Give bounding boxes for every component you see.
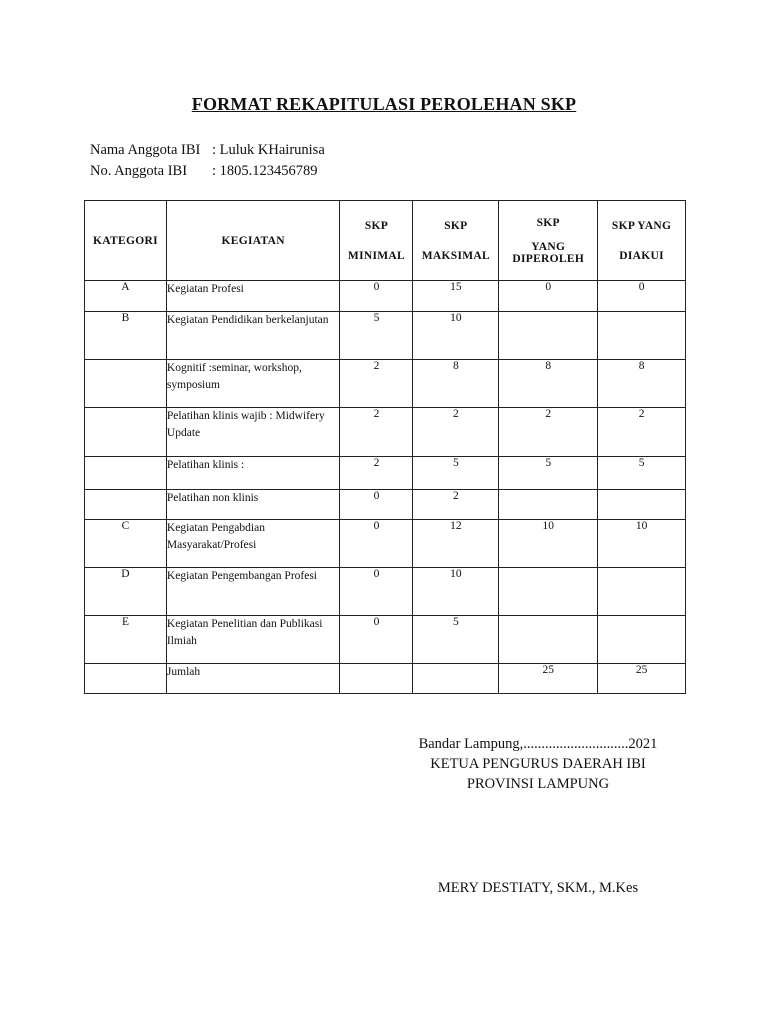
member-name-row [90, 140, 325, 161]
cell-kategori: E [85, 616, 167, 664]
cell-diakui: 8 [598, 360, 686, 408]
cell-minimal: 0 [340, 281, 413, 312]
signature-role-line2: PROVINSI LAMPUNG [466, 776, 610, 792]
cell-kegiatan: Jumlah [166, 664, 340, 694]
cell-maksimal: 8 [413, 360, 499, 408]
table-row [85, 568, 686, 616]
header-diperoleh-line3: DIPEROLEH [512, 252, 585, 265]
table-header-row [85, 201, 686, 281]
cell-diperoleh: 2 [499, 408, 598, 457]
header-kategori [85, 201, 167, 281]
table-row [85, 360, 686, 408]
cell-maksimal: 5 [413, 616, 499, 664]
cell-kegiatan: Kegiatan Profesi [166, 281, 340, 312]
cell-diperoleh [499, 568, 598, 616]
signature-place-date: Bandar Lampung,.............................2021 [418, 736, 658, 752]
header-kegiatan-label: KEGIATAN [221, 234, 285, 247]
cell-kegiatan: Kognitif :seminar, workshop, symposium [166, 360, 340, 408]
cell-minimal: 2 [340, 360, 413, 408]
cell-kegiatan: Kegiatan Pengabdian Masyarakat/Profesi [166, 520, 340, 568]
member-number-value: : 1805.123456789 [212, 163, 318, 179]
cell-diakui: 10 [598, 520, 686, 568]
header-maksimal-line1: SKP [444, 219, 468, 232]
header-minimal-line1: SKP [364, 219, 389, 232]
cell-diakui [598, 312, 686, 360]
cell-kategori [85, 664, 167, 694]
header-kegiatan [166, 201, 340, 281]
table-row-total [85, 664, 686, 694]
header-kategori-label: KATEGORI [93, 234, 158, 247]
cell-diakui [598, 616, 686, 664]
cell-maksimal: 15 [413, 281, 499, 312]
cell-kategori: A [85, 281, 167, 312]
table-row [85, 312, 686, 360]
header-maksimal-line2: MAKSIMAL [421, 249, 490, 262]
member-number-label: No. Anggota IBI [90, 163, 188, 179]
cell-kegiatan: Pelatihan non klinis [166, 490, 340, 520]
cell-diakui: 2 [598, 408, 686, 457]
cell-maksimal: 12 [413, 520, 499, 568]
cell-minimal: 0 [340, 490, 413, 520]
cell-diperoleh: 0 [499, 281, 598, 312]
table-row [85, 616, 686, 664]
cell-diperoleh [499, 312, 598, 360]
header-skp-minimal [340, 201, 413, 281]
cell-maksimal: 5 [413, 457, 499, 490]
cell-diakui: 5 [598, 457, 686, 490]
member-number-row [90, 161, 325, 182]
skp-table [84, 200, 686, 694]
cell-kategori: B [85, 312, 167, 360]
cell-maksimal: 10 [413, 568, 499, 616]
document-title: FORMAT REKAPITULASI PEROLEHAN SKP [191, 94, 577, 114]
cell-diperoleh: 25 [499, 664, 598, 694]
member-name-value: : Luluk KHairunisa [212, 142, 325, 158]
table-row [85, 490, 686, 520]
cell-kegiatan: Kegiatan Pengembangan Profesi [166, 568, 340, 616]
cell-maksimal: 2 [413, 490, 499, 520]
cell-diperoleh: 5 [499, 457, 598, 490]
cell-minimal: 0 [340, 616, 413, 664]
cell-kegiatan: Kegiatan Penelitian dan Publikasi Ilmiah [166, 616, 340, 664]
cell-kegiatan: Pelatihan klinis : [166, 457, 340, 490]
cell-kategori [85, 457, 167, 490]
cell-kegiatan: Kegiatan Pendidikan berkelanjutan [166, 312, 340, 360]
cell-diakui: 0 [598, 281, 686, 312]
member-name-label: Nama Anggota IBI [90, 142, 201, 158]
header-skp-diakui [598, 201, 686, 281]
cell-maksimal: 2 [413, 408, 499, 457]
signature-role-line1: KETUA PENGURUS DAERAH IBI [430, 756, 646, 772]
cell-maksimal: 10 [413, 312, 499, 360]
cell-maksimal [413, 664, 499, 694]
header-skp-maksimal [413, 201, 499, 281]
table-row [85, 520, 686, 568]
header-diperoleh-line2: YANG [531, 240, 566, 253]
cell-kategori [85, 490, 167, 520]
member-info [90, 140, 325, 182]
cell-minimal: 5 [340, 312, 413, 360]
cell-kegiatan: Pelatihan klinis wajib : Midwifery Update [166, 408, 340, 457]
cell-kategori: D [85, 568, 167, 616]
cell-minimal: 2 [340, 457, 413, 490]
cell-kategori [85, 360, 167, 408]
header-diakui-line1: SKP YANG [611, 219, 672, 232]
signer-name: MERY DESTIATY, SKM., M.Kes [437, 880, 639, 896]
cell-minimal: 0 [340, 520, 413, 568]
cell-minimal: 2 [340, 408, 413, 457]
cell-diperoleh [499, 616, 598, 664]
cell-kategori [85, 408, 167, 457]
table-row [85, 457, 686, 490]
cell-diperoleh [499, 490, 598, 520]
cell-diperoleh: 10 [499, 520, 598, 568]
table-row [85, 408, 686, 457]
cell-kategori: C [85, 520, 167, 568]
cell-minimal: 0 [340, 568, 413, 616]
header-diakui-line2: DIAKUI [619, 249, 664, 262]
cell-diakui: 25 [598, 664, 686, 694]
header-minimal-line2: MINIMAL [347, 249, 405, 262]
header-diperoleh-line1: SKP [536, 216, 560, 229]
cell-diakui [598, 568, 686, 616]
header-skp-diperoleh [499, 201, 598, 281]
table-row [85, 281, 686, 312]
cell-diakui [598, 490, 686, 520]
cell-diperoleh: 8 [499, 360, 598, 408]
cell-minimal [340, 664, 413, 694]
